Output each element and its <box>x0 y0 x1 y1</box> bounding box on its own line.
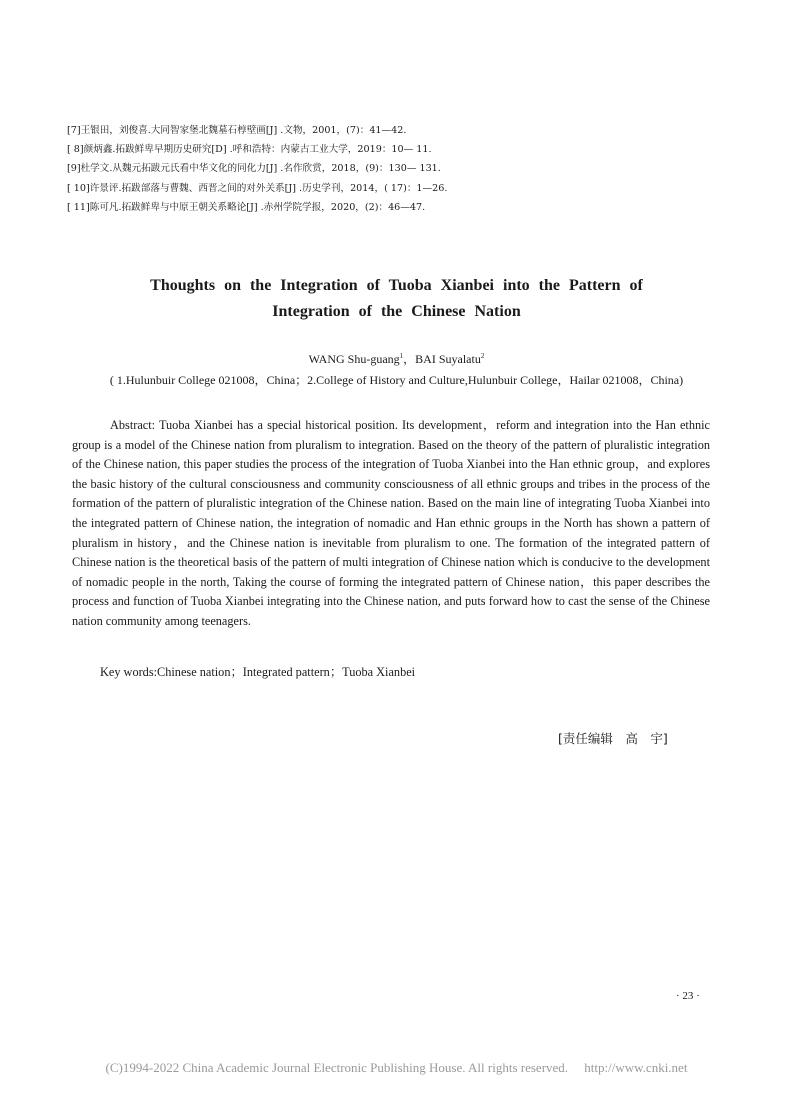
title-line: Integration of the Chinese Nation <box>272 303 521 320</box>
keywords: Key words:Chinese nation；Integrated pattern；Tuoba Xianbei <box>100 665 416 679</box>
author-name: BAI Suyalatu <box>415 352 481 366</box>
article-title <box>40 273 753 325</box>
abstract-paragraph: Abstract: Tuoba Xianbei has a special historical position. Its development，reform and integration into the Han ethnic group is a model of the Chinese nation from pluralism to integration. Based on the theory of the pattern of pluralistic integration of the Chinese nation, this paper studies the process of the integration of Tuoba Xianbei into the Han ethnic group，and explores the basic history of the cultural consciousness and community consciousness of all ethnic groups and tribes in the process of the formation of the pattern of pluralistic integration of the Chinese nation. Based on the main line of integrating Tuoba Xianbei into the integrated pattern of Chinese nation, the integration of nomadic and Han ethnic groups in the North has shown a pattern of pluralism in history，and the Chinese nation is inevitable from pluralism to one. The formation of the integrated pattern of Chinese nation is the theoretical basis of the pattern of multi integration of Chinese nation which is conducive to the development of nomadic people in the north, Taking the course of forming the integrated pattern of Chinese nation，this paper describes the process and function of Tuoba Xianbei integrating into the Chinese nation, and puts forward how to cast the sense of the Chinese nation community among teenagers. <box>72 418 710 628</box>
affiliation-marker: 2 <box>480 352 485 360</box>
page-number: · 23 · <box>676 990 700 1002</box>
copyright-footer: (C)1994-2022 China Academic Journal Electronic Publishing House. All rights reserved. http://www.cnki.net <box>105 1060 688 1075</box>
author-separator: ， <box>403 352 416 366</box>
reference-item: [ 8]颜炳鑫.拓跋鲜卑早期历史研究[D] .呼和浩特：内蒙古工业大学，2019：10— 11. <box>67 144 432 156</box>
editor-note: [责任编辑 高 宇] <box>558 731 668 746</box>
affiliation-marker: 1 <box>399 352 404 360</box>
reference-item: [9]杜学文.从魏元拓跋元氏看中华文化的同化力[J] .名作欣赏，2018，(9)：130— 131. <box>67 163 441 175</box>
reference-list <box>67 121 727 217</box>
author-line <box>0 350 793 367</box>
author-name: WANG Shu-guang <box>308 352 400 366</box>
reference-item: [ 10]许景评.拓跋部落与曹魏、西晋之间的对外关系[J] .历史学刊，2014，( 17)：1—26. <box>67 182 448 194</box>
reference-item: [7]王银田，刘俊喜.大同智家堡北魏墓石椁壁画[J] .文物，2001，(7)：41—42. <box>67 125 407 136</box>
title-line: Thoughts on the Integration of Tuoba Xianbei into the Pattern of <box>150 277 643 294</box>
reference-item: [ 11]陈可凡.拓跋鲜卑与中原王朝关系略论[J] .赤州学院学报，2020，(2)：46—47. <box>67 201 426 213</box>
affiliation: ( 1.Hulunbuir College 021008，China；2.College of History and Culture,Hulunbuir College，Hailar 021008，China) <box>109 373 684 387</box>
